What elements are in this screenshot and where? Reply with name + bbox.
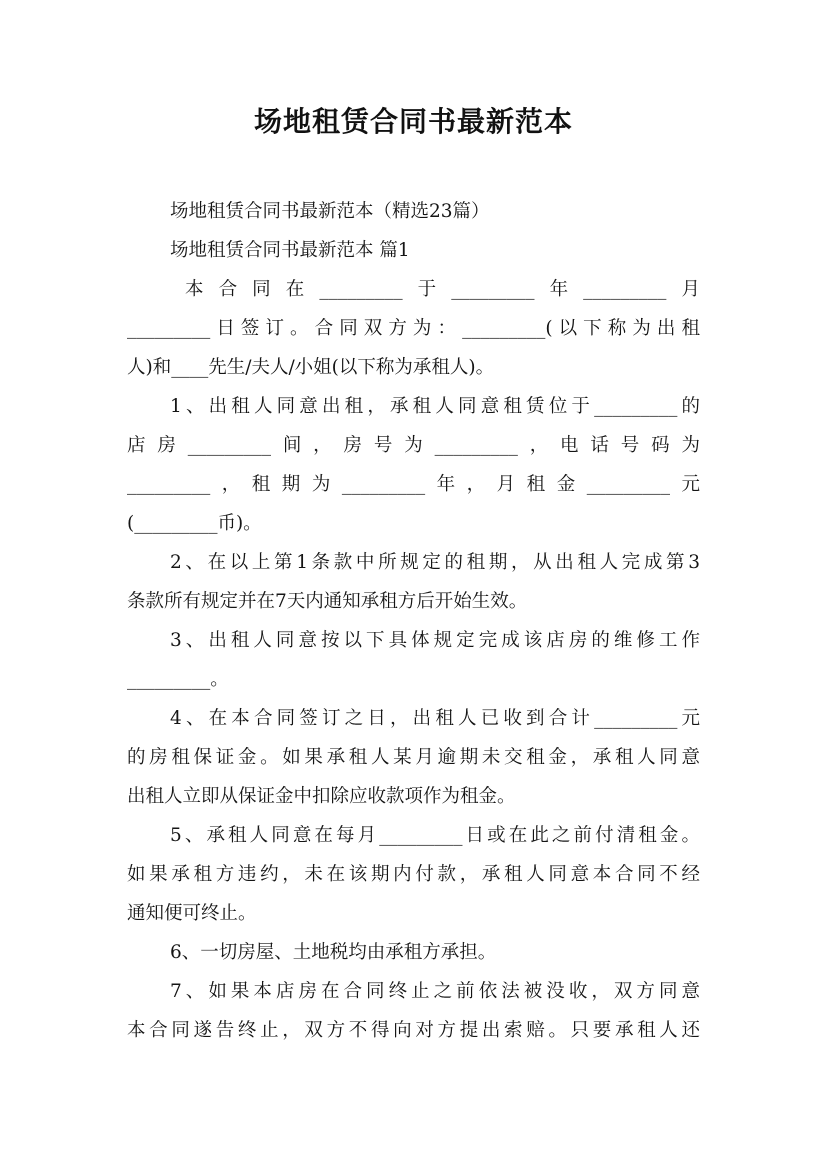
subtitle-line: 场地租赁合同书最新范本（精选23篇）	[170, 201, 490, 222]
clause-6-line: 6、一切房屋、土地税均由承租方承担。	[170, 942, 497, 963]
clause-1-line: 1、出租人同意出租，承租人同意租赁位于_________的	[170, 396, 700, 417]
paragraph-line: _________日签订。合同双方为：_________(以下称为出租	[127, 318, 700, 339]
clause-3-line: 3、出租人同意按以下具体规定完成该店房的维修工作	[170, 630, 700, 651]
section-heading: 场地租赁合同书最新范本 篇1	[170, 240, 410, 261]
clause-3-line: _________。	[127, 669, 229, 690]
clause-1-line: _________，租期为_________年，月租金_________元	[127, 474, 700, 495]
clause-5-line: 5、承租人同意在每月_________日或在此之前付清租金。	[170, 825, 700, 846]
clause-4-line: 的房租保证金。如果承租人某月逾期未交租金，承租人同意	[127, 747, 700, 768]
clause-1-line: 店房_________间，房号为_________，电话号码为	[127, 435, 700, 456]
paragraph-line: 本合同在_________于_________年_________月	[185, 279, 700, 300]
clause-4-line: 出租人立即从保证金中扣除应收款项作为租金。	[127, 786, 516, 807]
clause-1-line: (_________币)。	[127, 513, 262, 534]
clause-4-line: 4、在本合同签订之日，出租人已收到合计_________元	[170, 708, 700, 729]
clause-5-line: 通知便可终止。	[127, 903, 257, 924]
paragraph-line: 人)和____先生/夫人/小姐(以下称为承租人)。	[127, 357, 495, 378]
clause-5-line: 如果承租方违约，未在该期内付款，承租人同意本合同不经	[127, 864, 700, 885]
clause-7-line: 7、如果本店房在合同终止之前依法被没收，双方同意	[170, 981, 700, 1002]
clause-2-line: 2、在以上第1条款中所规定的租期，从出租人完成第3	[170, 552, 700, 573]
clause-2-line: 条款所有规定并在7天内通知承租方后开始生效。	[127, 591, 528, 612]
clause-7-line: 本合同遂告终止，双方不得向对方提出索赔。只要承租人还	[127, 1020, 700, 1041]
document-title: 场地租赁合同书最新范本	[253, 105, 573, 138]
